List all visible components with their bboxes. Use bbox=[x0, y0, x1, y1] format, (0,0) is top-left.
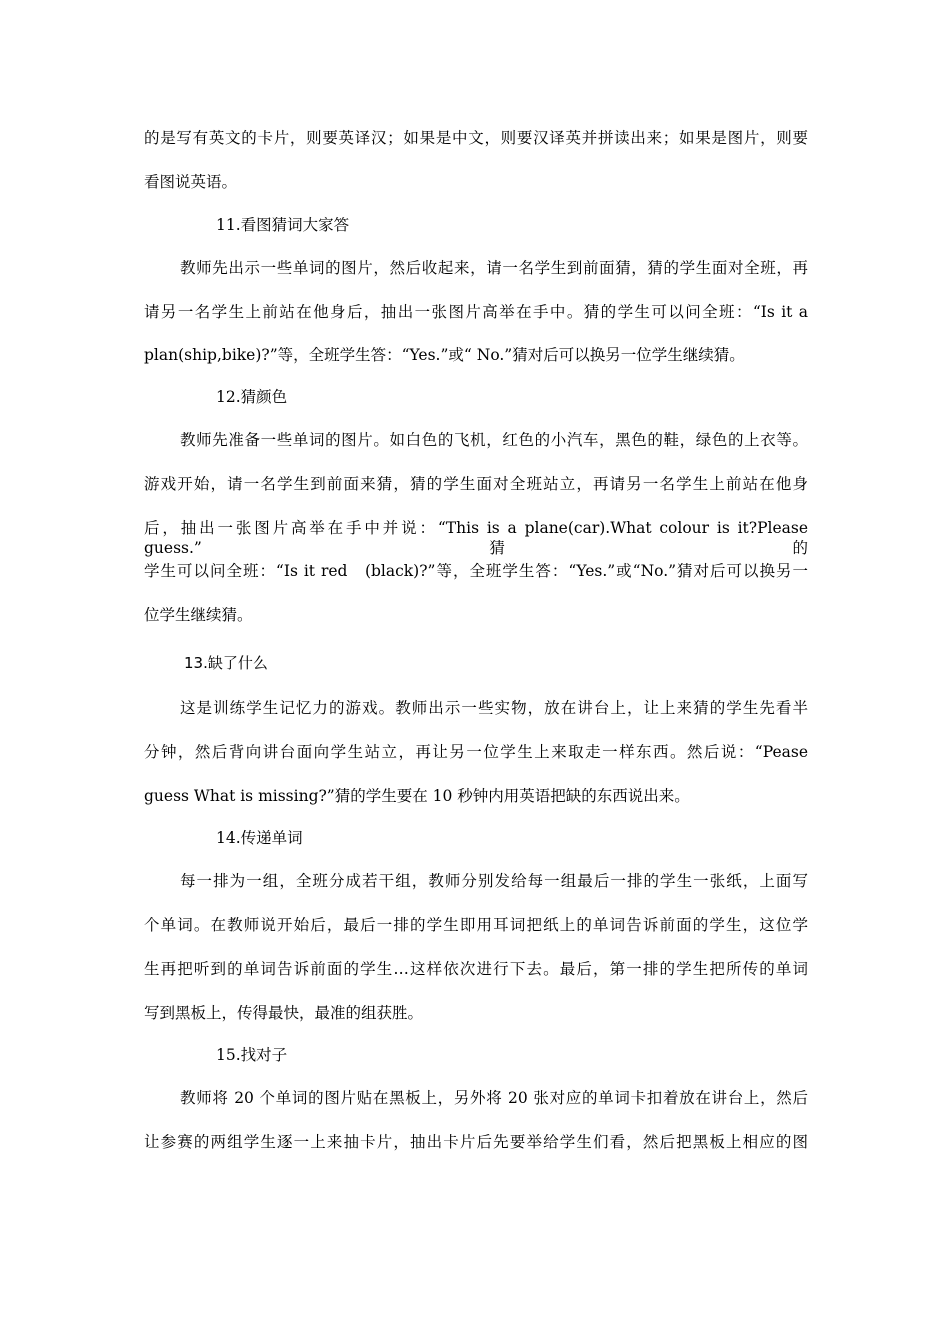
text-line: 个单词。在教师说开始后，最后一排的学生即用耳词把纸上的单词告诉前面的学生，这位学 bbox=[144, 916, 808, 934]
text-line: 生再把听到的单词告诉前面的学生…这样依次进行下去。最后，第一排的学生把所传的单词 bbox=[144, 960, 808, 978]
text-line: 教师先出示一些单词的图片，然后收起来，请一名学生到前面猜，猜的学生面对全班，再 bbox=[180, 259, 808, 277]
section-heading-12: 12.猜颜色 bbox=[216, 388, 288, 406]
text-line: 教师先准备一些单词的图片。如白色的飞机，红色的小汽车，黑色的鞋，绿色的上衣等。 bbox=[180, 431, 808, 449]
text-line: 这是训练学生记忆力的游戏。教师出示一些实物，放在讲台上，让上来猜的学生先看半 bbox=[180, 699, 808, 717]
text-line: 学生可以问全班：“Is it red (black)?”等，全班学生答：“Yes.”或“No.”猜对后可以换另一 bbox=[144, 562, 808, 580]
section-heading-14: 14.传递单词 bbox=[216, 829, 303, 847]
text-line: 请另一名学生上前站在他身后，抽出一张图片高举在手中。猜的学生可以问全班：“Is it a bbox=[144, 303, 808, 321]
section-heading-13: 13.缺了什么 bbox=[184, 654, 268, 672]
text-line: 写到黑板上，传得最快，最准的组获胜。 bbox=[144, 1004, 424, 1022]
text-line: 位学生继续猜。 bbox=[144, 606, 253, 624]
text-line: plan(ship,bike)?”等，全班学生答：“Yes.”或“ No.”猜对后可以换另一位学生继续猜。 bbox=[144, 346, 745, 364]
text-line: 游戏开始，请一名学生到前面来猜，猜的学生面对全班站立，再请另一名学生上前站在他身 bbox=[144, 475, 808, 493]
section-heading-11: 11.看图猜词大家答 bbox=[216, 216, 350, 234]
section-heading-15: 15.找对子 bbox=[216, 1046, 288, 1064]
text-line: guess What is missing?”猜的学生要在 10 秒钟内用英语把缺的东西说出来。 bbox=[144, 787, 690, 805]
text-line: 看图说英语。 bbox=[144, 173, 238, 191]
text-line: 教师将 20 个单词的图片贴在黑板上，另外将 20 张对应的单词卡扣着放在讲台上，然后 bbox=[180, 1089, 808, 1107]
text-line: 的是写有英文的卡片，则要英译汉；如果是中文，则要汉译英并拼读出来；如果是图片，则要 bbox=[144, 129, 808, 147]
text-line: 后，抽出一张图片高举在手中并说：“This is a plane(car).What colour is it?Please guess.”猜的 bbox=[144, 519, 808, 557]
text-line: 分钟，然后背向讲台面向学生站立，再让另一位学生上来取走一样东西。然后说：“Pease bbox=[144, 743, 808, 761]
text-line: 让参赛的两组学生逐一上来抽卡片，抽出卡片后先要举给学生们看，然后把黑板上相应的图 bbox=[144, 1133, 808, 1151]
text-line: 每一排为一组，全班分成若干组，教师分别发给每一组最后一排的学生一张纸，上面写 bbox=[180, 872, 808, 890]
